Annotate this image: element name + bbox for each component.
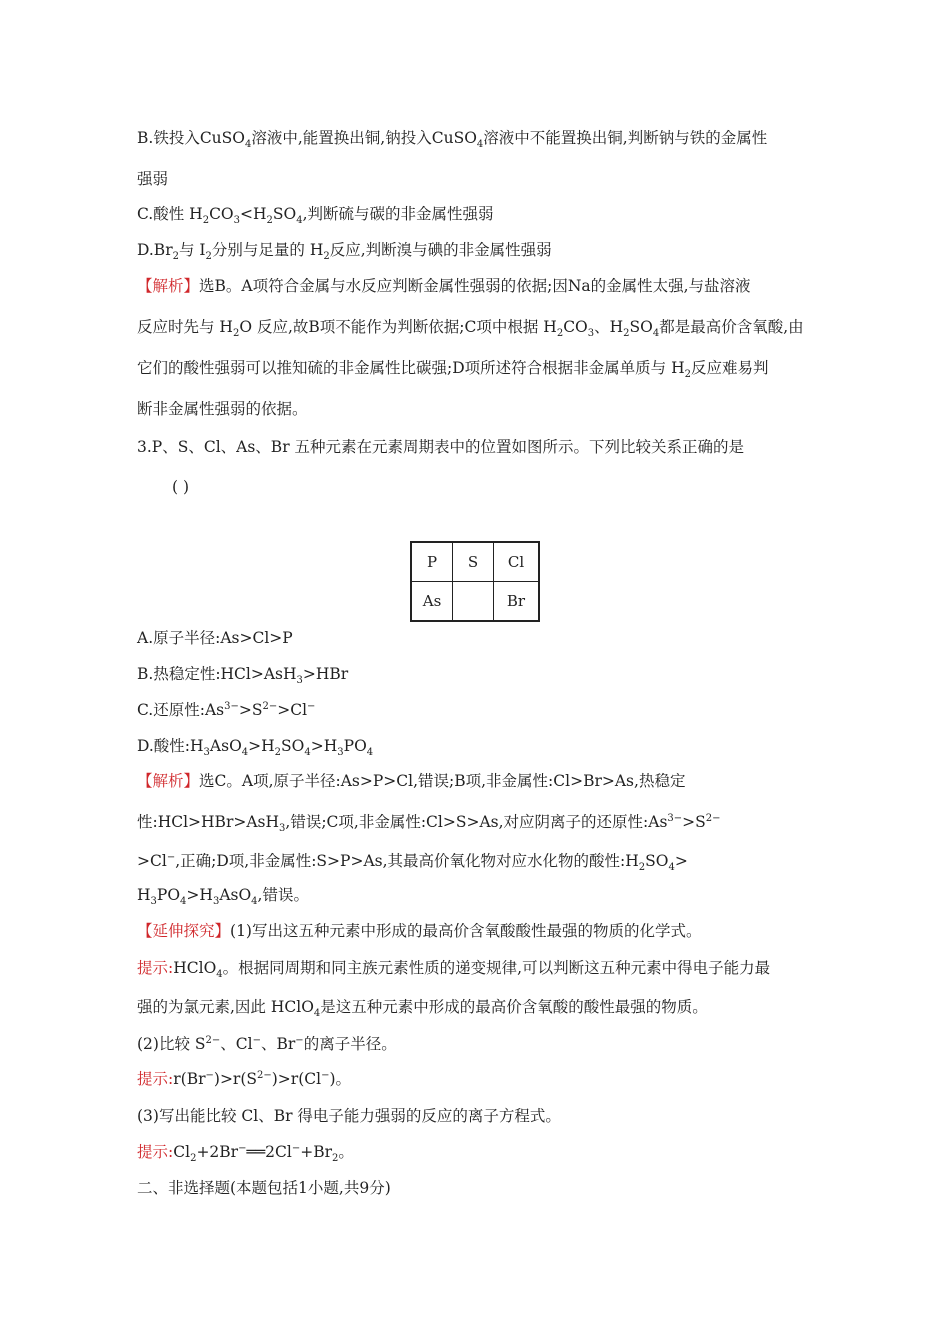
text: (1)写出这五种元素中形成的最高价含氧酸酸性最强的物质的化学式。	[230, 922, 702, 940]
cell-br: Br	[494, 582, 540, 622]
sub: 3	[337, 747, 344, 759]
text: D.Br	[137, 241, 173, 259]
periodic-table-fragment	[410, 541, 540, 622]
text: >S	[682, 813, 706, 831]
sub: 3	[587, 328, 595, 340]
text: 选C。A项,原子半径:As>P>Cl,错误;B项,非金属性:Cl>Br>As,热稳定	[199, 772, 686, 790]
hint-tag: 提示:	[137, 1070, 174, 1088]
sub: 4	[304, 747, 311, 759]
text: PO	[156, 886, 181, 904]
text: 反应时先与 H	[137, 318, 233, 336]
extend-a2	[137, 1068, 351, 1090]
text: 与 I	[178, 241, 206, 259]
sub: 2	[623, 328, 630, 340]
analysis1-line4: 断非金属性强弱的依据。	[137, 400, 308, 418]
text: AsO	[209, 737, 242, 755]
text: 。根据同周期和同主族元素性质的递变规律,可以判断这五种元素中得电子能力最	[222, 959, 771, 977]
extend-a3	[137, 1141, 354, 1163]
text: 溶液中不能置换出铜,判断钠与铁的金属性	[483, 129, 768, 147]
text: CO	[563, 318, 588, 336]
sub: 3	[203, 747, 210, 759]
text: B.铁投入CuSO	[137, 129, 245, 147]
analysis-tag: 【解析】	[137, 772, 200, 790]
sup: −	[166, 851, 176, 863]
analysis2-line1	[137, 770, 685, 792]
sub: 3	[150, 896, 157, 908]
extend-a1-line1	[137, 957, 770, 979]
analysis2-line4	[137, 884, 309, 906]
text: ,错误。	[257, 886, 309, 904]
text: >H	[186, 886, 213, 904]
text: 选B。A项符合金属与水反应判断金属性强弱的依据;因Na的金属性太强,与盐溶液	[199, 277, 751, 295]
sub: 3	[212, 896, 220, 908]
hint-tag: 提示:	[137, 959, 174, 977]
text: SO	[281, 737, 305, 755]
sub: 4	[296, 215, 303, 227]
sup: −	[238, 1142, 247, 1154]
sub: 4	[216, 969, 223, 981]
text: >	[674, 852, 688, 870]
question3-stem: 3.P、S、Cl、As、Br 五种元素在元素周期表中的位置如图所示。下列比较关系正确的是	[137, 438, 745, 456]
sub: 3	[233, 215, 241, 227]
text: 反应,判断溴与碘的非金属性强弱	[329, 241, 552, 259]
extend-a1-line2	[137, 996, 708, 1018]
text: 溶液中,能置换出铜,钠投入CuSO	[251, 129, 477, 147]
sub: 4	[180, 896, 187, 908]
sub: 3	[296, 675, 303, 687]
sub: 2	[556, 328, 564, 340]
text: CO	[209, 205, 234, 223]
sup: −	[307, 700, 316, 712]
sub: 2	[332, 1153, 339, 1165]
sub: 2	[172, 251, 179, 263]
sup: 2−	[262, 700, 278, 712]
sub: 2	[323, 251, 330, 263]
text: >HBr	[302, 665, 349, 683]
sup: 2−	[257, 1069, 272, 1081]
sub: 2	[638, 862, 646, 874]
sup: −	[252, 1034, 261, 1046]
option-d	[137, 239, 552, 261]
text: <H	[240, 205, 267, 223]
text: Cl	[173, 1143, 191, 1161]
text: 、H	[594, 318, 624, 336]
sub: 2	[190, 1153, 197, 1165]
cell-cl: Cl	[494, 542, 540, 582]
text: ,判断硫与碳的非金属性强弱	[302, 205, 494, 223]
question3-paren: ( )	[172, 478, 190, 496]
text: AsO	[219, 886, 252, 904]
text: 分别与足量的 H	[211, 241, 324, 259]
sup: −	[295, 1034, 304, 1046]
sub: 4	[652, 328, 660, 340]
text: >Cl	[277, 701, 308, 719]
text: ,正确;D项,非金属性:S>P>As,其最高价氧化物对应水化物的酸性:H	[175, 852, 639, 870]
text: 强的为氯元素,因此 HClO	[137, 998, 314, 1016]
sub: 2	[202, 215, 210, 227]
text: SO	[272, 205, 297, 223]
text: C.酸性 H	[137, 205, 203, 223]
text: >S	[238, 701, 263, 719]
sub: 2	[266, 215, 273, 227]
text: O 反应,故B项不能作为判断依据;C项中根据 H	[239, 318, 557, 336]
text: H	[137, 886, 151, 904]
text: 、Br	[260, 1035, 296, 1053]
extend-q2	[137, 1033, 397, 1055]
option-b-line2: 强弱	[137, 170, 169, 188]
analysis2-line2	[137, 811, 721, 833]
text: 它们的酸性强弱可以推知硫的非金属性比碳强;D项所述符合根据非金属单质与 H	[137, 359, 685, 377]
sub: 4	[245, 139, 252, 151]
question3-option-a: A.原子半径:As>Cl>P	[137, 629, 293, 647]
analysis-tag: 【解析】	[137, 277, 200, 295]
text: SO	[645, 852, 669, 870]
text: )>r(Cl	[271, 1070, 322, 1088]
text: r(Br	[173, 1070, 206, 1088]
text: 是这五种元素中形成的最高价含氧酸的酸性最强的物质。	[320, 998, 708, 1016]
text: B.热稳定性:HCl>AsH	[137, 665, 297, 683]
sup: −	[291, 1142, 301, 1154]
text: ══2Cl	[246, 1143, 292, 1161]
sup: 3−	[667, 812, 683, 824]
extend-q1	[137, 920, 701, 942]
cell-s: S	[453, 542, 494, 582]
question3-option-c	[137, 699, 315, 721]
hint-tag: 提示:	[137, 1143, 174, 1161]
sup: 2−	[205, 1034, 221, 1046]
text: 。	[338, 1143, 354, 1161]
sup: 2−	[705, 812, 721, 824]
analysis2-line3	[137, 850, 688, 872]
question3-option-b	[137, 663, 348, 685]
sub: 4	[476, 139, 484, 151]
extend-tag: 【延伸探究】	[137, 922, 231, 940]
text: PO	[343, 737, 367, 755]
text: >H	[248, 737, 275, 755]
sub: 2	[684, 369, 691, 381]
text: +Br	[300, 1143, 333, 1161]
sup: 3−	[224, 700, 239, 712]
sub: 4	[241, 747, 249, 759]
text: +2Br	[196, 1143, 239, 1161]
extend-q3: (3)写出能比较 Cl、Br 得电子能力强弱的反应的离子方程式。	[137, 1107, 561, 1125]
text: (2)比较 S	[137, 1035, 206, 1053]
sub: 4	[251, 896, 258, 908]
text: 、Cl	[220, 1035, 253, 1053]
text: 的离子半径。	[303, 1035, 397, 1053]
analysis1-line2	[137, 316, 804, 338]
text: 都是最高价含氧酸,由	[659, 318, 804, 336]
text: ,错误;C项,非金属性:Cl>S>As,对应阴离子的还原性:As	[285, 813, 668, 831]
sub: 4	[366, 747, 374, 759]
cell-as: As	[411, 582, 453, 622]
sup: −	[205, 1069, 214, 1081]
analysis1-line3	[137, 357, 769, 379]
analysis1-line1	[137, 275, 751, 297]
text: HClO	[173, 959, 217, 977]
section2-heading: 二、非选择题(本题包括1小题,共9分)	[137, 1179, 391, 1197]
text: D.酸性:H	[137, 737, 204, 755]
cell-p: P	[411, 542, 453, 582]
sub: 4	[668, 862, 675, 874]
text: )>r(S	[213, 1070, 257, 1088]
text: SO	[629, 318, 653, 336]
sub: 2	[205, 251, 212, 263]
sub: 4	[313, 1008, 321, 1020]
question3-option-d	[137, 735, 373, 757]
text: )。	[329, 1070, 352, 1088]
sub: 2	[232, 328, 240, 340]
sub: 2	[274, 747, 282, 759]
option-b-line1	[137, 127, 767, 149]
cell-empty	[453, 582, 494, 622]
text: 性:HCl>HBr>AsH	[137, 813, 280, 831]
sup: −	[321, 1069, 330, 1081]
option-c	[137, 203, 494, 225]
text: >H	[310, 737, 338, 755]
text: C.还原性:As	[137, 701, 225, 719]
text: 反应难易判	[690, 359, 769, 377]
text: >Cl	[137, 852, 167, 870]
sub: 3	[279, 823, 286, 835]
